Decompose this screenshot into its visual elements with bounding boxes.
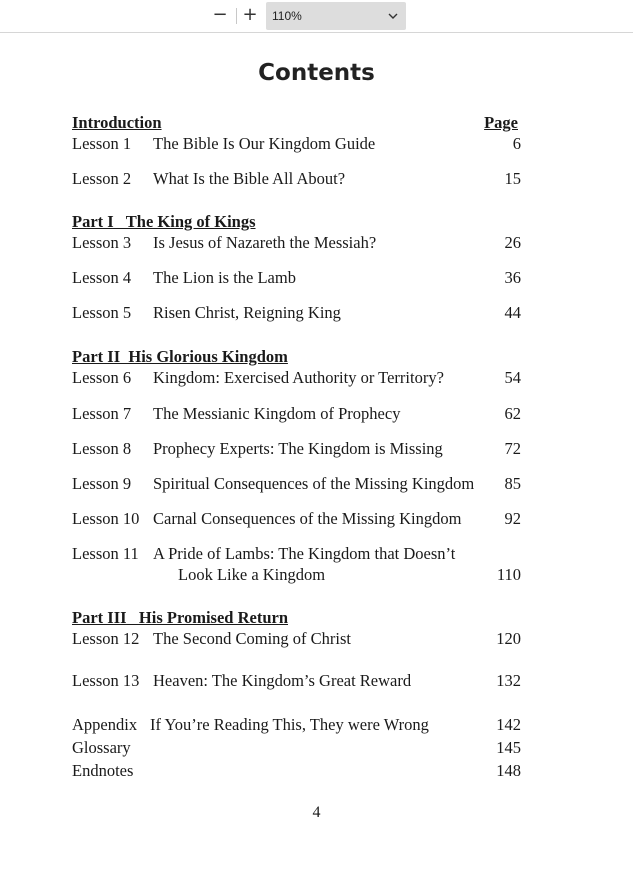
lesson-page: 120 [496,629,521,648]
lesson-label: Lesson 4 [72,268,132,287]
lesson-label: Lesson 8 [72,439,132,458]
section-header-label: Part I The King of Kings [72,212,256,231]
toc-entry[interactable] [72,439,524,459]
page-column-header: Page [484,113,518,132]
lesson-label: Lesson 12 [72,629,140,648]
toc-entry[interactable] [72,303,524,323]
section-header-part-3 [72,608,524,628]
toc-entry[interactable] [72,368,524,388]
lesson-page: 62 [504,404,521,423]
section-header-label: Part II His Glorious Kingdom [72,347,288,366]
lesson-title-continued: Look Like a Kingdom [178,565,326,584]
lesson-title: Risen Christ, Reigning King [153,303,341,322]
lesson-label: Lesson 7 [72,404,132,423]
glossary-page: 145 [496,738,521,757]
lesson-title: Is Jesus of Nazareth the Messiah? [153,233,377,252]
pdf-toolbar [0,0,633,33]
toc-entry-endnotes[interactable] [72,761,524,781]
toc-entry[interactable] [72,233,524,253]
toc-entry[interactable] [72,544,524,586]
zoom-level-value: 110% [272,9,302,23]
lesson-label: Lesson 3 [72,233,132,252]
zoom-out-button[interactable]: − [212,4,228,25]
chevron-down-icon [388,11,398,21]
section-header-part-1 [72,212,524,232]
toolbar-divider [236,8,237,24]
lesson-title: The Messianic Kingdom of Prophecy [153,404,401,423]
lesson-page: 92 [504,509,521,528]
lesson-title: Carnal Consequences of the Missing Kingdom [153,509,462,528]
toc-entry[interactable] [72,169,524,189]
appendix-label: Appendix [72,715,138,734]
lesson-page: 44 [504,303,521,322]
lesson-page: 36 [504,268,521,287]
lesson-label: Lesson 9 [72,474,132,493]
lesson-title: A Pride of Lambs: The Kingdom that Doesn’t [153,544,456,563]
lesson-label: Lesson 1 [72,134,132,153]
endnotes-label: Endnotes [72,761,134,780]
toc-entry[interactable] [72,509,524,529]
toc-entry-glossary[interactable] [72,738,524,758]
toc-entry[interactable] [72,268,524,288]
lesson-label: Lesson 2 [72,169,132,188]
lesson-title: The Bible Is Our Kingdom Guide [153,134,376,153]
section-header-introduction [72,113,524,133]
lesson-title: Kingdom: Exercised Authority or Territory? [153,368,444,387]
lesson-label: Lesson 6 [72,368,132,387]
lesson-title: Heaven: The Kingdom’s Great Reward [153,671,412,690]
lesson-title: The Lion is the Lamb [153,268,296,287]
appendix-title: If You’re Reading This, They were Wrong [150,715,429,734]
toc-entry[interactable] [72,404,524,424]
lesson-title: Spiritual Consequences of the Missing Kingdom [153,474,475,493]
lesson-page: 132 [496,671,521,690]
lesson-title: Prophecy Experts: The Kingdom is Missing [153,439,443,458]
lesson-title: What Is the Bible All About? [153,169,346,188]
page-number: 4 [312,804,321,821]
lesson-label: Lesson 5 [72,303,132,322]
zoom-in-button[interactable]: + [242,4,258,25]
lesson-page: 72 [504,439,521,458]
section-header-label: Introduction [72,113,162,132]
lesson-page: 85 [504,474,521,493]
zoom-select[interactable] [266,2,406,30]
toc-entry[interactable] [72,629,524,649]
page-title: Contents [258,60,375,86]
lesson-label: Lesson 13 [72,671,140,690]
lesson-page: 6 [512,134,521,153]
lesson-label: Lesson 11 [72,544,139,563]
lesson-page: 54 [504,368,521,387]
section-header-label: Part III His Promised Return [72,608,289,627]
lesson-page: 110 [496,565,521,584]
appendix-page: 142 [496,715,521,734]
section-header-part-2 [72,347,524,367]
toc-entry[interactable] [72,134,524,154]
lesson-page: 15 [504,169,521,188]
glossary-label: Glossary [72,738,131,757]
lesson-page: 26 [504,233,521,252]
toc-entry[interactable] [72,671,524,691]
lesson-title: The Second Coming of Christ [153,629,351,648]
endnotes-page: 148 [496,761,521,780]
toc-entry[interactable] [72,474,524,494]
lesson-label: Lesson 10 [72,509,140,528]
toc-entry-appendix[interactable] [72,715,524,735]
